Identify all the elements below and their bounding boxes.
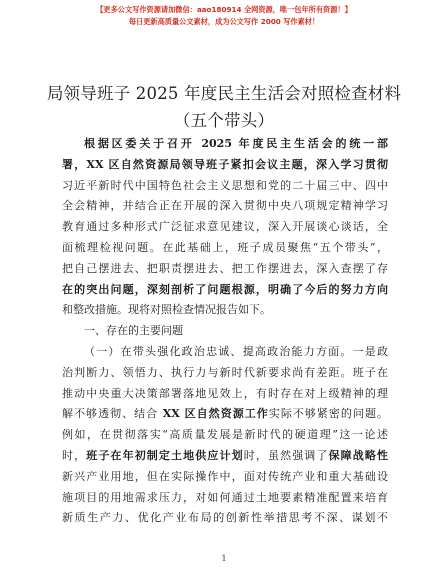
plain-text: 实际不够紧密的问题。	[268, 407, 389, 421]
text-line: 面梳理检视问题。在此基础上，班子成员聚焦“五个带头”，	[62, 240, 388, 254]
section-heading	[62, 321, 388, 342]
page-number: 1	[221, 554, 227, 563]
promo-banner	[0, 4, 448, 28]
text-line: 治判断力、领悟力、执行力与新时代新要求尚有差距。班子在	[62, 365, 388, 379]
text-line: 和整改措施。现将对照检查情况报告如下。	[62, 303, 271, 317]
text-line: 教育通过多种形式广泛征求意见建议，深入开展谈心谈话，全	[62, 220, 388, 234]
text-line: 全会精神，并结合正在开展的深入贯彻中央八项规定精神学习	[62, 199, 388, 213]
bold-text: 署，	[62, 157, 87, 171]
bold-text: 明确了今后的努力方向	[267, 282, 389, 296]
text-line: 施项目的用地需求压力，对如何通过土地要素精准配置来培育	[62, 490, 388, 504]
item-paragraph	[62, 342, 388, 529]
text-line	[62, 446, 388, 467]
text-line: 新兴产业用地，但在实际操作中，面对传统产业和重大基础设	[62, 469, 388, 483]
section-heading-text: 一、存在的主要问题	[84, 324, 183, 338]
text-line	[62, 280, 388, 301]
document-title-line-1: 局领导班子 2025 年度民主生活会对照检查材料	[46, 84, 402, 103]
bold-text: 保障战略性	[328, 448, 389, 462]
document-title	[0, 80, 448, 134]
plain-text: 时，	[62, 448, 87, 462]
text-line	[62, 404, 388, 425]
document-title-line-2: （五个带头）	[173, 111, 275, 130]
bold-text: 深入学习贯彻	[316, 157, 389, 171]
plain-text: 时，虽然强调了	[243, 448, 329, 462]
document-body	[62, 134, 388, 529]
intro-paragraph	[62, 134, 388, 321]
text-line: 把自己摆进去、把职责摆进去、把工作摆进去，深入查摆了存	[62, 261, 388, 275]
bold-text: 班子在年初制定土地供应计划	[86, 448, 244, 462]
bold-text: XX 区自然资源局领导班子紧扣会议主题，	[86, 157, 316, 171]
text-line: 新质生产力、优化产业布局的创新性举措思考不深、谋划不	[62, 511, 388, 525]
bold-text: 在的突出问题，	[62, 282, 147, 296]
plain-text: 解不够透彻、结合	[62, 407, 163, 421]
bold-text: XX 区自然资源工作	[162, 407, 269, 421]
promo-banner-line-2: 每日更新高质量公文素材，成为公文写作 2000 写作素材！	[128, 17, 320, 26]
text-line: 根据区委关于召开 2025 年度民主生活会的统一部	[84, 137, 388, 150]
text-line: 例如，在贯彻落实“高质量发展是新时代的硬道理”这一论述	[62, 428, 388, 442]
text-line: （一）在带头强化政治忠诚、提高政治能力方面。一是政	[84, 344, 388, 358]
text-line: 推动中央重大决策部署落地见效上，有时存在对上级精神的理	[62, 386, 388, 400]
promo-banner-line-1: 【更多公文写作资源请加微信：aao180914 全网资源，唯一包年所有资源！】	[96, 5, 352, 14]
text-line: 习近平新时代中国特色社会主义思想和党的二十届三中、四中	[62, 178, 388, 192]
bold-text: 深刻剖析了问题根源，	[146, 282, 268, 296]
text-line	[62, 155, 388, 176]
